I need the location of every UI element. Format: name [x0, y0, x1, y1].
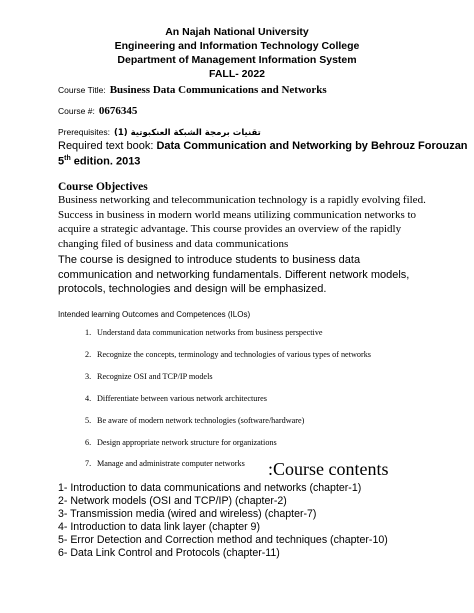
contents-item: 6- Data Link Control and Protocols (chapter-11) [58, 547, 280, 559]
course-number-value: 0676345 [98, 105, 138, 117]
prerequisites-value: تقنيات برمجة الشبكة العنكبوتية (1) [113, 128, 261, 138]
ilo-item: 7. Manage and administrate computer networks [85, 459, 245, 468]
objectives-paragraph-2: The course is designed to introduce students to business data communication and networking fundamentals. Different network models, protocols, technologies and design will be emphasized. [58, 254, 410, 296]
edition-year: edition. 2013 [70, 155, 141, 168]
textbook-edition [58, 155, 140, 168]
ilo-item: 4. Differentiate between various network architectures [85, 394, 267, 403]
course-number-row [58, 101, 137, 119]
contents-item: 1- Introduction to data communications and networks (chapter-1) [58, 482, 362, 494]
course-title-row [58, 80, 327, 98]
semester: FALL- 2022 [208, 68, 266, 80]
textbook-title: Data Communication and Networking by Behrouz Forouzan [156, 140, 468, 152]
objectives-paragraph-1: Business networking and telecommunication technology is a rapidly evolving filed. Success in business in modern world means utilizing communication networks to acquire a strategic advantage. This course provides an overview of the rapidly changing filed of business and data communications [58, 194, 426, 250]
contents-heading: :Course contents [268, 459, 389, 479]
ilo-heading: Intended learning Outcomes and Competences (ILOs) [58, 310, 251, 319]
textbook-row [58, 140, 468, 152]
edition-number: 5 [58, 155, 65, 168]
course-title-label: Course Title: [58, 85, 106, 95]
course-title-value: Business Data Communications and Networks [109, 84, 327, 96]
ilo-item: 1. Understand data communication networks from business perspective [85, 328, 323, 337]
department-name: Department of Management Information System [117, 54, 357, 66]
course-number-label: Course #: [58, 106, 95, 116]
contents-item: 3- Transmission media (wired and wireless) (chapter-7) [58, 508, 317, 520]
contents-item: 5- Error Detection and Correction method and techniques (chapter-10) [58, 534, 388, 546]
prerequisites-row [58, 122, 261, 140]
university-name: An Najah National University [165, 26, 309, 38]
ilo-item: 2. Recognize the concepts, terminology and technologies of various types of networks [85, 350, 371, 359]
contents-item: 4- Introduction to data link layer (chapter 9) [58, 521, 260, 533]
college-name: Engineering and Information Technology College [114, 40, 360, 52]
ilo-item: 5. Be aware of modern network technologies (software/hardware) [85, 416, 305, 425]
ilo-item: 3. Recognize OSI and TCP/IP models [85, 372, 213, 381]
ilo-item: 6. Design appropriate network structure for organizations [85, 438, 277, 447]
textbook-label: Required text book: [58, 140, 157, 152]
objectives-heading: Course Objectives [58, 181, 148, 193]
prerequisites-label: Prerequisites: [58, 127, 110, 137]
edition-suffix: th [64, 155, 71, 162]
contents-item: 2- Network models (OSI and TCP/IP) (chapter-2) [58, 495, 287, 507]
